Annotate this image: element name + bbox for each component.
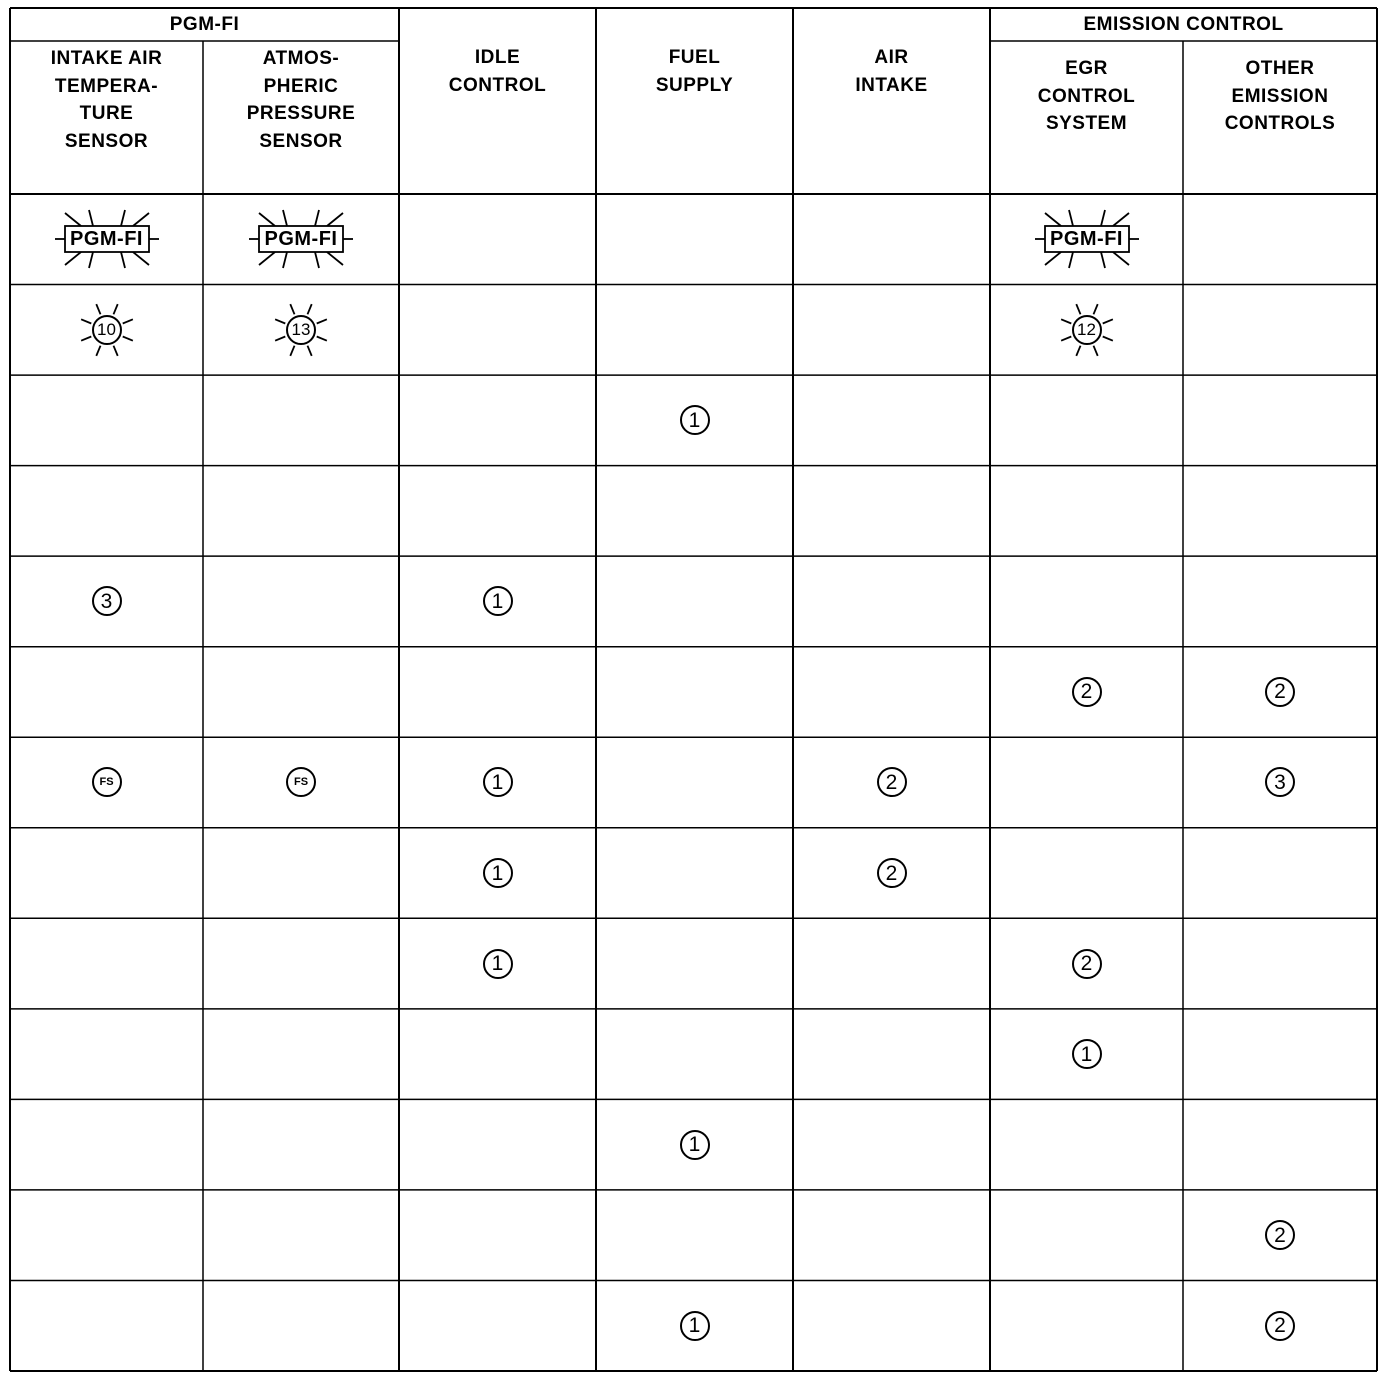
table-cell bbox=[990, 1280, 1183, 1371]
table-cell bbox=[1183, 194, 1377, 285]
priority-number: 3 bbox=[1265, 767, 1295, 797]
lamp-ray bbox=[133, 213, 149, 226]
table-cell bbox=[793, 466, 990, 557]
lamp-ray bbox=[1101, 252, 1105, 268]
priority-number: 1 bbox=[483, 858, 513, 888]
blinking-code-icon bbox=[75, 298, 139, 362]
table-cell bbox=[596, 647, 793, 738]
table-cell bbox=[596, 194, 793, 285]
table-cell bbox=[399, 1190, 596, 1281]
table-cell bbox=[793, 647, 990, 738]
table-cell bbox=[203, 647, 399, 738]
table-cell bbox=[793, 375, 990, 466]
lamp-ray bbox=[327, 213, 343, 226]
table-cell bbox=[203, 828, 399, 919]
pgm-fi-warning-icon bbox=[1023, 204, 1151, 274]
table-cell bbox=[596, 1190, 793, 1281]
table-cell bbox=[990, 375, 1183, 466]
table-cell bbox=[203, 285, 399, 376]
table-cell bbox=[793, 737, 990, 828]
table-cell bbox=[1183, 918, 1377, 1009]
table-cell bbox=[793, 285, 990, 376]
table-cell bbox=[399, 556, 596, 647]
table-cell bbox=[203, 1190, 399, 1281]
table-cell bbox=[203, 1099, 399, 1190]
table-cell bbox=[1183, 828, 1377, 919]
table-cell bbox=[596, 918, 793, 1009]
table-cell bbox=[203, 737, 399, 828]
pgm-fi-lamp-label: PGM-FI bbox=[264, 228, 338, 251]
table-cell bbox=[10, 466, 203, 557]
table-cell bbox=[203, 375, 399, 466]
column-header-line: SENSOR bbox=[64, 130, 149, 152]
table-cell bbox=[596, 1280, 793, 1371]
table-cell bbox=[596, 285, 793, 376]
blinking-code-icon bbox=[1055, 298, 1119, 362]
blink-ray bbox=[317, 319, 327, 323]
table-cell bbox=[1183, 285, 1377, 376]
header-pgm-fi-group: PGM-FI bbox=[169, 13, 240, 35]
table-cell bbox=[10, 556, 203, 647]
blink-ray bbox=[1076, 304, 1080, 314]
table-cell bbox=[1183, 647, 1377, 738]
table-cell bbox=[990, 1099, 1183, 1190]
priority-number: 2 bbox=[1265, 1220, 1295, 1250]
lamp-ray bbox=[259, 213, 275, 226]
table-cell bbox=[1183, 1099, 1377, 1190]
column-header-line: SUPPLY bbox=[655, 74, 734, 96]
blink-ray bbox=[317, 336, 327, 340]
priority-number: 1 bbox=[680, 1130, 710, 1160]
table-cell bbox=[596, 828, 793, 919]
table-cell bbox=[990, 647, 1183, 738]
trouble-code-number: 10 bbox=[92, 315, 122, 345]
table-cell bbox=[793, 1099, 990, 1190]
table-cell bbox=[596, 737, 793, 828]
table-cell bbox=[596, 1009, 793, 1100]
table-cell bbox=[203, 194, 399, 285]
table-cell bbox=[399, 737, 596, 828]
column-header-line: CONTROL bbox=[1037, 85, 1136, 107]
lamp-ray bbox=[1113, 252, 1129, 265]
table-cell bbox=[399, 285, 596, 376]
lamp-ray bbox=[121, 252, 125, 268]
table-cell bbox=[10, 1280, 203, 1371]
header-emission-control-group: EMISSION CONTROL bbox=[1083, 13, 1284, 35]
column-header-line: AIR bbox=[874, 47, 909, 68]
column-header-line: SYSTEM bbox=[1045, 113, 1128, 134]
table-cell bbox=[399, 647, 596, 738]
column-header-line: INTAKE bbox=[855, 74, 928, 96]
table-cell bbox=[1183, 1280, 1377, 1371]
blink-ray bbox=[81, 336, 91, 340]
table-cell bbox=[990, 194, 1183, 285]
table-cell bbox=[1183, 1190, 1377, 1281]
table-cell bbox=[399, 466, 596, 557]
priority-number: 3 bbox=[92, 586, 122, 616]
column-header-line: TURE bbox=[79, 103, 134, 124]
table-cell bbox=[793, 828, 990, 919]
table-cell bbox=[10, 194, 203, 285]
table-cell bbox=[399, 1280, 596, 1371]
lamp-ray bbox=[283, 210, 287, 226]
column-header-line: SENSOR bbox=[259, 130, 343, 152]
table-cell bbox=[793, 918, 990, 1009]
column-header-line: EMISSION bbox=[1231, 85, 1329, 107]
table-cell bbox=[203, 556, 399, 647]
table-cell bbox=[10, 285, 203, 376]
table-cell bbox=[990, 1009, 1183, 1100]
lamp-ray bbox=[65, 213, 81, 226]
column-header bbox=[596, 44, 793, 124]
priority-number: 1 bbox=[680, 1311, 710, 1341]
lamp-ray bbox=[1069, 252, 1073, 268]
blink-ray bbox=[122, 319, 132, 323]
table-cell bbox=[10, 1190, 203, 1281]
table-cell bbox=[399, 1099, 596, 1190]
column-header bbox=[10, 45, 203, 157]
priority-number: 2 bbox=[877, 767, 907, 797]
blink-ray bbox=[275, 336, 285, 340]
column-header-line: CONTROLS bbox=[1224, 113, 1336, 134]
priority-number: 2 bbox=[1265, 1311, 1295, 1341]
blink-ray bbox=[96, 346, 100, 356]
column-header-line: OTHER bbox=[1245, 58, 1315, 79]
column-header bbox=[990, 55, 1183, 155]
table-cell bbox=[10, 1099, 203, 1190]
table-cell bbox=[990, 466, 1183, 557]
blink-ray bbox=[1061, 319, 1071, 323]
lamp-ray bbox=[121, 210, 125, 226]
pgm-fi-lamp-label: PGM-FI bbox=[1050, 228, 1123, 251]
table-cell bbox=[10, 737, 203, 828]
table-cell bbox=[203, 918, 399, 1009]
lamp-ray bbox=[327, 252, 343, 265]
priority-number: 1 bbox=[680, 405, 710, 435]
column-header bbox=[399, 44, 596, 124]
column-header-line: PHERIC bbox=[263, 75, 339, 97]
priority-number: 1 bbox=[483, 949, 513, 979]
blink-ray bbox=[1102, 336, 1112, 340]
table-cell bbox=[1183, 375, 1377, 466]
table-cell bbox=[990, 737, 1183, 828]
table-cell bbox=[10, 828, 203, 919]
lamp-ray bbox=[1045, 252, 1061, 265]
table-cell bbox=[399, 918, 596, 1009]
priority-number: 2 bbox=[1265, 677, 1295, 707]
table-cell bbox=[1183, 556, 1377, 647]
table-cell bbox=[990, 828, 1183, 919]
fail-safe-marker: FS bbox=[92, 767, 122, 797]
blink-ray bbox=[308, 304, 312, 314]
blink-ray bbox=[113, 304, 117, 314]
table-cell bbox=[596, 375, 793, 466]
column-header bbox=[1183, 55, 1377, 155]
column-header bbox=[793, 44, 990, 124]
blink-ray bbox=[1093, 346, 1097, 356]
blink-ray bbox=[308, 346, 312, 356]
table-cell bbox=[990, 556, 1183, 647]
table-cell bbox=[793, 1280, 990, 1371]
lamp-ray bbox=[65, 252, 81, 265]
column-header-line: INTAKE AIR bbox=[50, 48, 163, 69]
lamp-ray bbox=[89, 210, 93, 226]
table-cell bbox=[203, 466, 399, 557]
priority-number: 2 bbox=[877, 858, 907, 888]
table-cell bbox=[990, 1190, 1183, 1281]
column-header-line: TEMPERA- bbox=[54, 75, 159, 97]
table-cell bbox=[596, 556, 793, 647]
blink-ray bbox=[96, 304, 100, 314]
lamp-ray bbox=[1101, 210, 1105, 226]
blink-ray bbox=[290, 304, 294, 314]
table-cell bbox=[793, 1190, 990, 1281]
pgm-fi-warning-icon bbox=[237, 204, 365, 274]
blink-ray bbox=[1093, 304, 1097, 314]
blink-ray bbox=[1061, 336, 1071, 340]
pgm-fi-warning-icon bbox=[43, 204, 171, 274]
column-header-line: IDLE bbox=[474, 47, 521, 68]
lamp-ray bbox=[133, 252, 149, 265]
column-header-line: PRESSURE bbox=[246, 103, 356, 124]
table-cell bbox=[399, 828, 596, 919]
table-cell bbox=[10, 1009, 203, 1100]
lamp-ray bbox=[1045, 213, 1061, 226]
table-cell bbox=[1183, 1009, 1377, 1100]
blink-ray bbox=[1102, 319, 1112, 323]
column-header-line: CONTROL bbox=[448, 74, 547, 96]
table-cell bbox=[399, 194, 596, 285]
table-cell bbox=[990, 285, 1183, 376]
trouble-code-number: 12 bbox=[1072, 315, 1102, 345]
blink-ray bbox=[81, 319, 91, 323]
table-cell bbox=[203, 1280, 399, 1371]
lamp-ray bbox=[259, 252, 275, 265]
blink-ray bbox=[290, 346, 294, 356]
lamp-ray bbox=[315, 210, 319, 226]
column-header bbox=[203, 45, 399, 157]
table-cell bbox=[399, 375, 596, 466]
table-cell bbox=[1183, 737, 1377, 828]
table-cell bbox=[990, 918, 1183, 1009]
table-cell bbox=[399, 1009, 596, 1100]
lamp-ray bbox=[315, 252, 319, 268]
table-cell bbox=[1183, 466, 1377, 557]
column-header-line: EGR bbox=[1065, 58, 1108, 79]
blink-ray bbox=[1076, 346, 1080, 356]
table-cell bbox=[793, 194, 990, 285]
priority-number: 1 bbox=[483, 586, 513, 616]
table-cell bbox=[10, 918, 203, 1009]
table-cell bbox=[10, 375, 203, 466]
priority-number: 2 bbox=[1072, 949, 1102, 979]
pgm-fi-lamp-label: PGM-FI bbox=[70, 228, 143, 251]
lamp-ray bbox=[1069, 210, 1073, 226]
lamp-ray bbox=[283, 252, 287, 268]
table-cell bbox=[793, 1009, 990, 1100]
lamp-ray bbox=[89, 252, 93, 268]
lamp-ray bbox=[1113, 213, 1129, 226]
table-cell bbox=[596, 1099, 793, 1190]
priority-number: 2 bbox=[1072, 677, 1102, 707]
blinking-code-icon bbox=[269, 298, 333, 362]
column-header-line: ATMOS- bbox=[262, 48, 340, 69]
blink-ray bbox=[122, 336, 132, 340]
blink-ray bbox=[113, 346, 117, 356]
blink-ray bbox=[275, 319, 285, 323]
table-cell bbox=[793, 556, 990, 647]
table-cell bbox=[203, 1009, 399, 1100]
table-cell bbox=[596, 466, 793, 557]
trouble-code-number: 13 bbox=[286, 315, 316, 345]
priority-number: 1 bbox=[483, 767, 513, 797]
column-header-line: FUEL bbox=[668, 47, 721, 68]
table-cell bbox=[10, 647, 203, 738]
fail-safe-marker: FS bbox=[286, 767, 316, 797]
priority-number: 1 bbox=[1072, 1039, 1102, 1069]
